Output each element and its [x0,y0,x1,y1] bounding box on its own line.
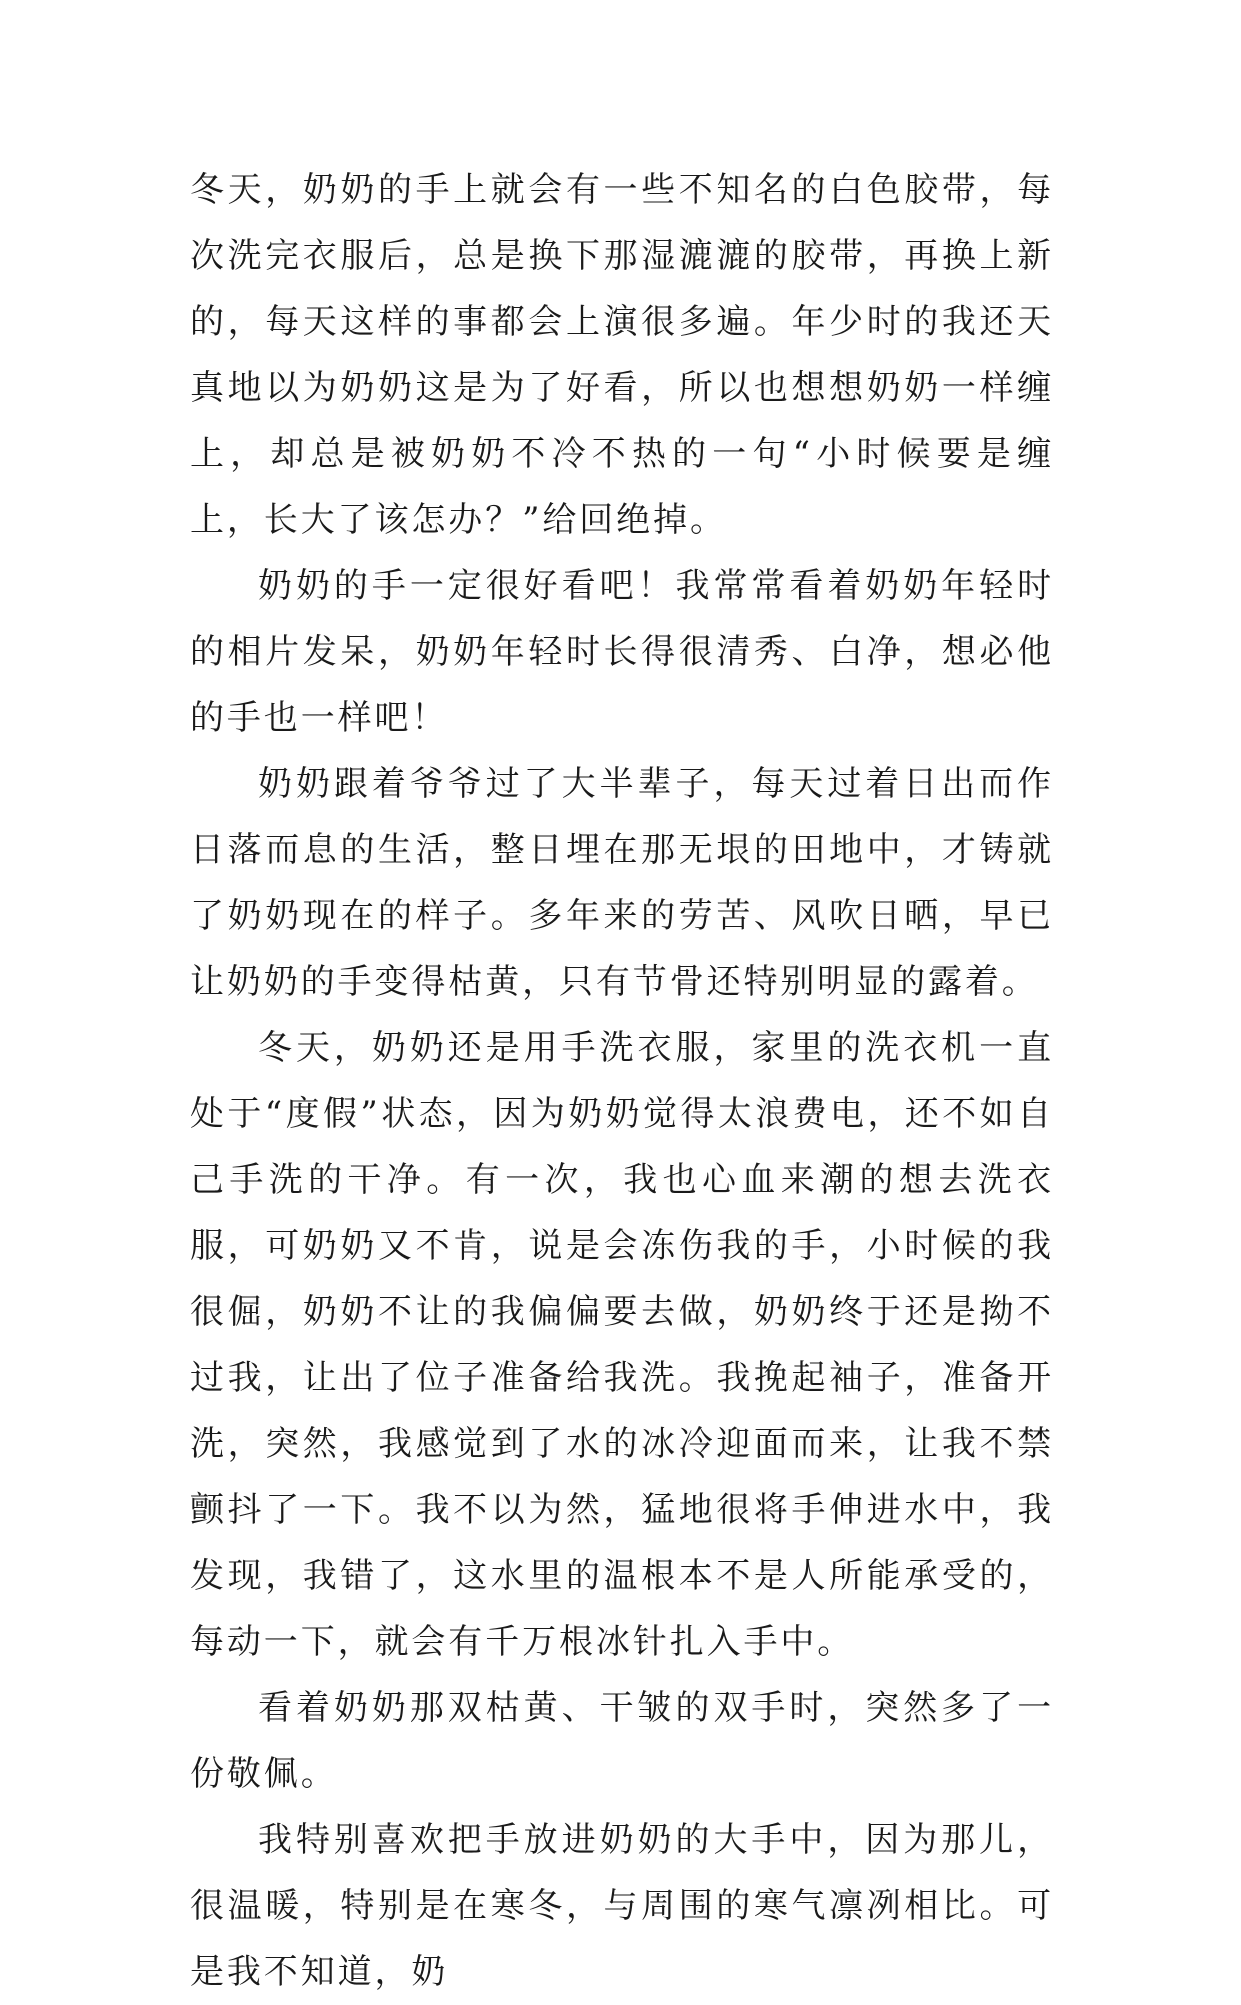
paragraph: 奶奶的手一定很好看吧！我常常看着奶奶年轻时的相片发呆，奶奶年轻时长得很清秀、白净，想必他的手也一样吧！ [190,566,1054,738]
paragraph: 奶奶跟着爷爷过了大半辈子，每天过着日出而作日落而息的生活，整日埋在那无垠的田地中，才铸就了奶奶现在的样子。多年来的劳苦、风吹日晒，早已让奶奶的手变得枯黄，只有节骨还特别明显的露着。 [190,764,1054,1002]
paragraph: 看着奶奶那双枯黄、干皱的双手时，突然多了一份敬佩。 [190,1688,1054,1794]
document-body [190,157,1054,2005]
paragraph: 冬天，奶奶还是用手洗衣服，家里的洗衣机一直处于“度假”状态，因为奶奶觉得太浪费电，还不如自己手洗的干净。有一次，我也心血来潮的想去洗衣服，可奶奶又不肯，说是会冻伤我的手，小时候的我很倔，奶奶不让的我偏偏要去做，奶奶终于还是拗不过我，让出了位子准备给我洗。我挽起袖子，准备开洗，突然，我感觉到了水的冰冷迎面而来，让我不禁颤抖了一下。我不以为然，猛地很将手伸进水中，我发现，我错了，这水里的温根本不是人所能承受的，每动一下，就会有千万根冰针扎入手中。 [190,1028,1054,1662]
paragraph: 我特别喜欢把手放进奶奶的大手中，因为那儿，很温暖，特别是在寒冬，与周围的寒气凛冽相比。可是我不知道，奶 [190,1820,1054,1992]
paragraph: 冬天，奶奶的手上就会有一些不知名的白色胶带，每次洗完衣服后，总是换下那湿漉漉的胶带，再换上新的，每天这样的事都会上演很多遍。年少时的我还天真地以为奶奶这是为了好看，所以也想想奶奶一样缠上，却总是被奶奶不冷不热的一句“小时候要是缠上，长大了该怎办？”给回绝掉。 [190,170,1054,540]
